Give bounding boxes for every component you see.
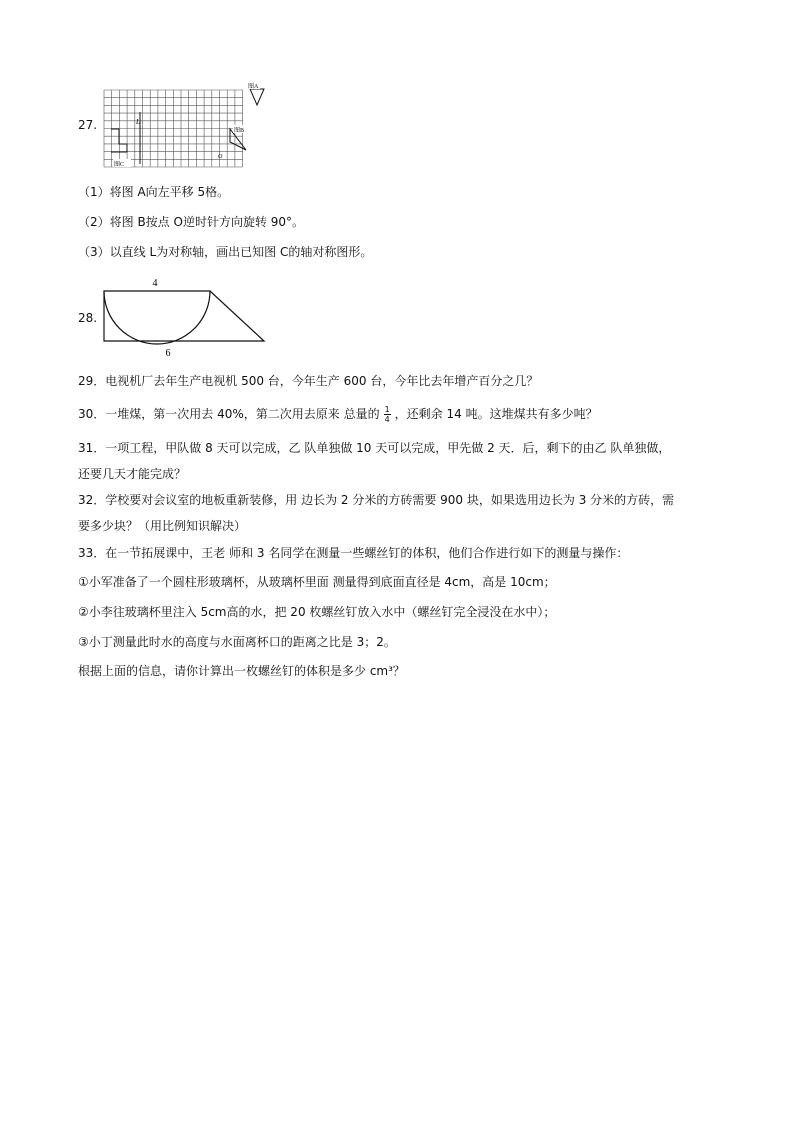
q32-line1: 32．学校要对会议室的地板重新装修，用 边长为 2 分米的方砖需要 900 块，如果选用边长为 3 分米的方砖，需 xyxy=(78,493,675,507)
q33-step3: ③小丁测量此时水的高度与水面离杯口的距离之比是 3；2。 xyxy=(78,635,396,649)
q30-frac-den: 4 xyxy=(384,415,390,424)
q30-before: 30．一堆煤，第一次用去 40%，第二次用去原来 总量的 xyxy=(78,407,380,421)
q30-fraction xyxy=(384,405,391,424)
q33-intro: 33．在一节拓展课中，王老 师和 3 名同学在测量一些螺丝钉的体积，他们合作进行如下的测量与操作： xyxy=(78,546,629,560)
point-o-label: O xyxy=(218,154,223,160)
q33-step1: ①小军准备了一个圆柱形玻璃杯，从玻璃杯里面 测量得到底面直径是 4cm，高是 10cm； xyxy=(78,575,556,589)
q30-after: ，还剩余 14 吨。这堆煤共有多少吨？ xyxy=(394,407,598,421)
figure-a-triangle xyxy=(250,89,264,105)
bottom-length-label: 6 xyxy=(165,348,171,359)
q28-number: 28. xyxy=(78,311,98,325)
q28-trapezoid-figure xyxy=(100,274,270,362)
q27-item-2: （2）将图 B按点 O逆时针方向旋转 90°。 xyxy=(78,215,305,229)
q27-item-1: （1）将图 A向左平移 5格。 xyxy=(78,185,230,199)
q30-frac-num: 1 xyxy=(384,405,390,414)
figure-c-shape xyxy=(111,129,127,152)
q29-text: 29．电视机厂去年生产电视机 500 台，今年生产 600 台，今年比去年增产百分之几？ xyxy=(78,374,539,388)
line-l-label: L xyxy=(136,118,140,126)
top-length-label: 4 xyxy=(152,278,158,289)
q31-line2: 还要几天才能完成？ xyxy=(78,467,187,481)
q27-item-3: （3）以直线 L为对称轴，画出已知图 C的轴对称图形。 xyxy=(78,245,373,259)
q32-line2: 要多少块？（用比例知识解决） xyxy=(78,519,247,533)
figure-b-label: 图B xyxy=(234,128,245,134)
q27-grid-figure xyxy=(100,82,270,172)
q33-step2: ②小李往玻璃杯里注入 5cm高的水，把 20 枚螺丝钉放入水中（螺丝钉完全浸没在水中）； xyxy=(78,605,556,619)
semicircle-arc xyxy=(104,291,210,344)
trapezoid-outline xyxy=(104,291,264,341)
q30-text xyxy=(78,402,598,426)
q31-line1: 31．一项工程，甲队做 8 天可以完成，乙 队单独做 10 天可以完成，甲先做 2 天．后，剩下的由乙 队单独做， xyxy=(78,441,671,455)
figure-c-label: 图C xyxy=(114,162,125,168)
q33-question: 根据上面的信息，请你计算出一枚螺丝钉的体积是多少 cm³？ xyxy=(78,664,405,678)
q27-number: 27. xyxy=(78,118,98,132)
figure-a-label: 图A xyxy=(248,84,259,90)
